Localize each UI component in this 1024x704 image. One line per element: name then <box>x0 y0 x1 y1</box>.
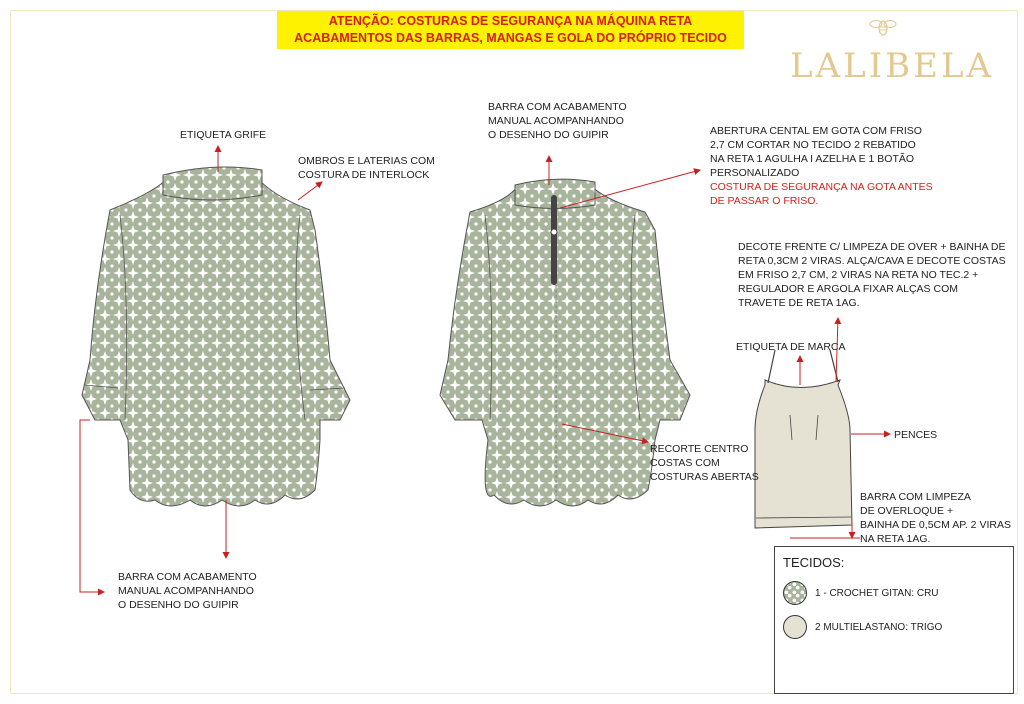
plain-swatch-icon <box>783 615 807 639</box>
legend-item <box>783 581 939 605</box>
note-etiqueta-grife: ETIQUETA GRIFE <box>180 129 267 141</box>
lace-swatch-icon <box>783 581 807 605</box>
note-ombros: OMBROS E LATERIAS COM COSTURA DE INTERLOCK <box>298 155 435 181</box>
brand-logo: LALIBELA <box>790 46 995 86</box>
note-barra-back: BARRA COM ACABAMENTO MANUAL ACOMPANHANDO O DESENHO DO GUIPIR <box>488 101 627 141</box>
note-barra-front: BARRA COM ACABAMENTO MANUAL ACOMPANHANDO O DESENHO DO GUIPIR <box>118 571 257 611</box>
note-pences: PENCES <box>894 429 938 441</box>
note-abertura: ABERTURA CENTAL EM GOTA COM FRISO 2,7 CM CORTAR NO TECIDO 2 REBATIDO NA RETA 1 AGULHA I AZELHA E 1 BOTÃO PERSONALIZADO <box>710 125 922 179</box>
legend-item-label: 1 - CROCHET GITAN: CRU <box>815 587 939 599</box>
front-blouse <box>82 167 350 506</box>
note-decote: DECOTE FRENTE C/ LIMPEZA DE OVER + BAINHA DE RETA 0,3CM 2 VIRAS. ALÇA/CAVA E DECOTE COSTAS EM FRISO 2,7 CM, 2 VIRAS NA RETA NO TEC.2 + REGULADOR E ARGOLA FIXAR ALÇAS COM TRAVETE DE RETA 1AG. <box>738 241 1006 309</box>
legend-item-label: 2 MULTIELASTANO: TRIGO <box>815 621 943 633</box>
legend-item <box>783 615 942 639</box>
note-recorte: RECORTE CENTRO COSTAS COM COSTURAS ABERTAS <box>650 443 759 483</box>
note-etiqueta-marca: ETIQUETA DE MARCA <box>736 341 846 353</box>
banner-line-2: ACABAMENTOS DAS BARRAS, MANGAS E GOLA DO PRÓPRIO TECIDO <box>294 31 727 45</box>
note-barra-limpeza: BARRA COM LIMPEZA DE OVERLOQUE + BAINHA DE 0,5CM AP. 2 VIRAS NA RETA 1AG. <box>860 491 1011 545</box>
camisole <box>755 350 852 528</box>
banner-line-1: ATENÇÃO: COSTURAS DE SEGURANÇA NA MÁQUINA RETA <box>328 14 693 28</box>
legend-title: TECIDOS: <box>783 555 845 570</box>
note-abertura-red: COSTURA DE SEGURANÇA NA GOTA ANTES DE PASSAR O FRISO. <box>710 181 933 207</box>
fabric-legend <box>774 546 1014 694</box>
